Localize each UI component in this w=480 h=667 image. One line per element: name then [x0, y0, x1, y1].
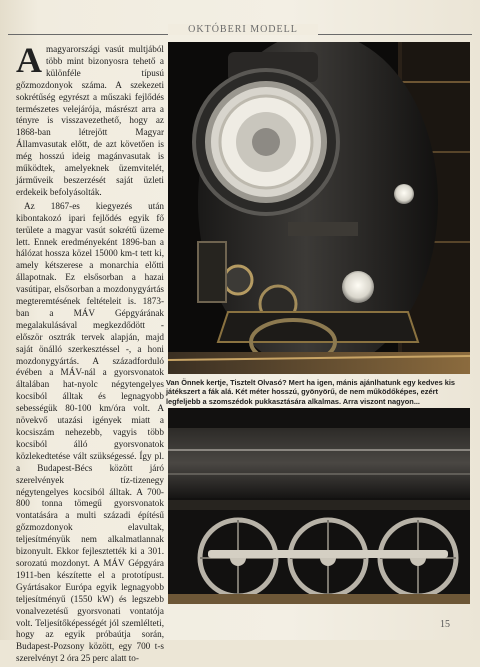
header-rule-left	[8, 34, 158, 35]
locomotive-wheels-illustration	[168, 408, 470, 604]
locomotive-front-illustration	[168, 42, 470, 374]
article-paragraph-2: Az 1867-es kiegyezés után kibontakozó ipari fejlődés egyik fő területe a magyar vasút sokrétű üzeme lett. Ennek eredményeként 1896-ban a hálózat hossza közel 15000 km-t tett ki, amely kétszerese a monarchia előtti állapotnak. Ez elsősorban a hazai vasútipar, elsősorban a mozdonygyártás megteremtésének feltételeit is. 1873-ban a MÁV Gépgyárának megalakulásával megkezdődött - először osztrák tervek alapján, majd saját önálló szerkesztéssel -, a honi mozdonygyártás. A századforduló évében a MÁV-nál a gyorsvonatok általában hat-nyolc négytengelyes kocsiból álltak és legnagyobb sebességük 80-100 km/óra volt. A növekvő utazási igények miatt a kocsiszám nehezebb, vagyis több kocsiból álló gyorsvonatok közlekedtetése vált szükségessé. Így pl. a Budapest-Bécs között járó szerelvények tíz-tizenegy négytengelyes kocsiból álltak. A 700-800 tonna tömegű gyorsvonatok vontatására a multi századi építésű gőzmozdonyok elavultak, teljesítményük nem alkalmatlannak bizonyult. Ekkor fejlesztették ki a 301. sorozatú mozdonyt. A MÁV Gépgyára 1911-ben készítette el a prototípust. Gyártásakor Európa egyik legnagyobb teljesítményű (1550 kW) és legszebb vonalvezetésű gyorsvonati vontatója volt. Teljesítőképességét jól szemlélteti, hogy az egyik próbaútja során, Budapest-Pozsony között, egy 700 t-s szerelvényt 2 óra 25 perc alatt to-	[16, 200, 164, 664]
photo-caption: Van Önnek kertje, Tisztelt Olvasó? Mert ha igen, mánis ajánlhatunk egy kedves kis játékszert a fák alá. Két méter hosszú, gyönyörű, de nem működőképes, ezért legfeljebb a szomszédok pukkasztására alkalmas. Arra viszont nagyon...	[166, 378, 456, 406]
locomotive-wheels-photo	[168, 408, 470, 604]
page-number: 15	[440, 619, 450, 630]
article-paragraph-1	[16, 40, 164, 199]
drop-cap: A	[16, 40, 42, 80]
paragraph-text: magyarországi vasút multjából több mint bizonyosra tehető a különféle típusú gőzmozdonyok száma. A szekezeti sokrétűség egyrészt a műszaki fejlődés természetes velejárója, másrészt arra a tényre is visszavezethető, hogy az 1868-ban létrejött Magyar Államvasutak előtt, de azt követően is még hosszú ideig magánvasutak is működtek, amelyeknek üzemvitelét, járműveik beszerzését saját üzleti erdekeik befolyásolták.	[16, 44, 164, 197]
locomotive-front-photo	[168, 42, 470, 374]
running-header: OKTÓBERI MODELL	[168, 24, 318, 35]
article-column	[16, 40, 164, 667]
